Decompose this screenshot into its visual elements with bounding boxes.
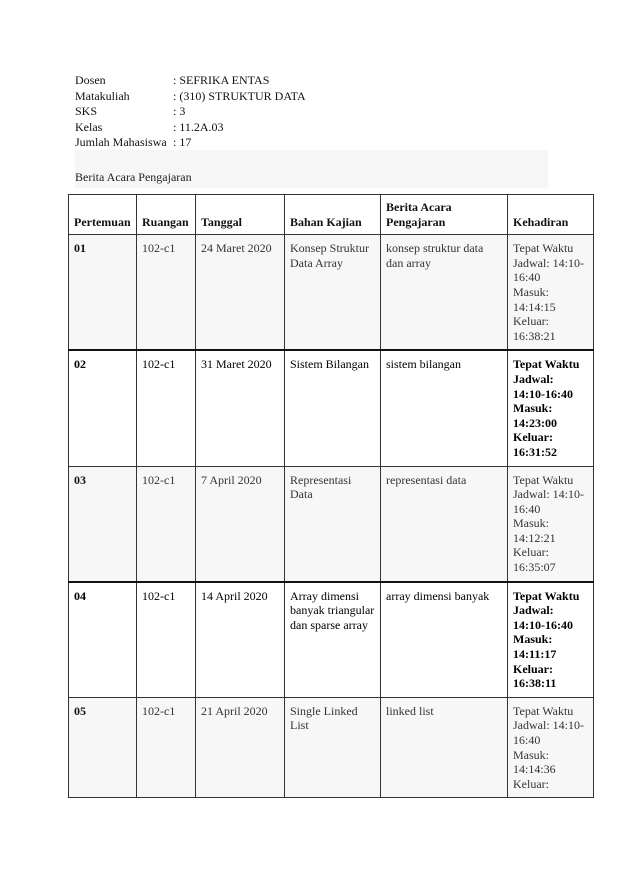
cell-kehadiran	[508, 582, 594, 698]
cell-tanggal: 31 Maret 2020	[196, 350, 285, 466]
cell-berita-acara: konsep struktur data dan array	[381, 235, 508, 351]
info-row-jumlah-mahasiswa	[75, 135, 306, 151]
attendance-schedule: Jadwal: 14:10-16:40	[513, 371, 573, 401]
attendance-schedule: Jadwal: 14:10-16:40	[513, 718, 584, 747]
info-row-kelas	[75, 120, 306, 136]
cell-bahan-kajian: Representasi Data	[285, 466, 381, 582]
cell-berita-acara: representasi data	[381, 466, 508, 582]
info-value: : 3	[173, 104, 186, 118]
attendance-status: Tepat Waktu	[513, 472, 574, 487]
cell-pertemuan: 04	[69, 582, 137, 698]
section-title: Berita Acara Pengajaran	[75, 170, 192, 184]
cell-bahan-kajian: Array dimensi banyak triangular dan sparse array	[285, 582, 381, 698]
attendance-in: Masuk: 14:11:17	[513, 632, 557, 662]
info-label: Kelas	[75, 119, 103, 134]
attendance-status: Tepat Waktu	[513, 703, 574, 718]
header-kehadiran: Kehadiran	[508, 195, 594, 235]
attendance-schedule: Jadwal: 14:10-16:40	[513, 603, 573, 632]
header-tanggal: Tanggal	[196, 195, 285, 235]
attendance-out: Keluar:	[513, 776, 549, 791]
cell-bahan-kajian: Sistem Bilangan	[285, 350, 381, 466]
cell-pertemuan: 01	[69, 235, 137, 351]
info-label: Matakuliah	[75, 88, 130, 103]
info-row-sks	[75, 104, 306, 120]
header-bahan-kajian: Bahan Kajian	[285, 195, 381, 235]
info-row-matakuliah	[75, 89, 306, 105]
header-ruangan: Ruangan	[137, 195, 196, 235]
info-label: Jumlah Mahasiswa	[75, 135, 167, 149]
attendance-out: Keluar: 16:31:52	[513, 430, 557, 459]
cell-ruangan: 102-c1	[137, 466, 196, 582]
table-row	[69, 350, 594, 466]
info-value: : 11.2A.03	[173, 119, 224, 134]
attendance-out: Keluar: 16:38:21	[513, 314, 556, 343]
cell-kehadiran	[508, 466, 594, 582]
cell-tanggal: 7 April 2020	[196, 466, 285, 582]
table-header-row	[69, 195, 594, 235]
attendance-out: Keluar: 16:35:07	[513, 545, 556, 575]
info-value: : (310) STRUKTUR DATA	[173, 88, 306, 103]
attendance-out: Keluar: 16:38:11	[513, 661, 557, 691]
attendance-in: Masuk: 14:23:00	[513, 401, 557, 430]
header-berita-acara: Berita Acara Pengajaran	[381, 195, 508, 235]
cell-ruangan: 102-c1	[137, 350, 196, 466]
cell-kehadiran	[508, 697, 594, 798]
header-pertemuan: Pertemuan	[69, 195, 137, 235]
table-row	[69, 697, 594, 798]
attendance-status: Tepat Waktu	[513, 588, 580, 603]
cell-bahan-kajian: Konsep Struktur Data Array	[285, 235, 381, 351]
course-info	[75, 73, 306, 151]
table-row	[69, 582, 594, 698]
cell-tanggal: 21 April 2020	[196, 697, 285, 798]
info-label: SKS	[75, 104, 98, 118]
cell-tanggal: 24 Maret 2020	[196, 235, 285, 351]
info-label: Dosen	[75, 73, 106, 87]
cell-kehadiran	[508, 235, 594, 351]
attendance-in: Masuk: 14:12:21	[513, 516, 556, 545]
attendance-status: Tepat Waktu	[513, 241, 574, 256]
cell-kehadiran	[508, 350, 594, 466]
attendance-status: Tepat Waktu	[513, 357, 580, 372]
cell-berita-acara: array dimensi banyak	[381, 582, 508, 698]
info-value: : 17	[173, 135, 192, 149]
table-row	[69, 466, 594, 582]
attendance-in: Masuk: 14:14:36	[513, 747, 556, 777]
attendance-schedule: Jadwal: 14:10-16:40	[513, 255, 584, 285]
cell-berita-acara: linked list	[381, 697, 508, 798]
table-row	[69, 235, 594, 351]
cell-berita-acara: sistem bilangan	[381, 350, 508, 466]
cell-pertemuan: 05	[69, 697, 137, 798]
info-row-dosen	[75, 73, 306, 89]
cell-pertemuan: 03	[69, 466, 137, 582]
cell-ruangan: 102-c1	[137, 582, 196, 698]
info-value: : SEFRIKA ENTAS	[173, 73, 270, 87]
cell-pertemuan: 02	[69, 350, 137, 466]
cell-bahan-kajian: Single Linked List	[285, 697, 381, 798]
attendance-schedule: Jadwal: 14:10-16:40	[513, 487, 584, 516]
teaching-report-table	[68, 194, 594, 798]
cell-ruangan: 102-c1	[137, 235, 196, 351]
attendance-in: Masuk: 14:14:15	[513, 284, 556, 314]
cell-ruangan: 102-c1	[137, 697, 196, 798]
cell-tanggal: 14 April 2020	[196, 582, 285, 698]
